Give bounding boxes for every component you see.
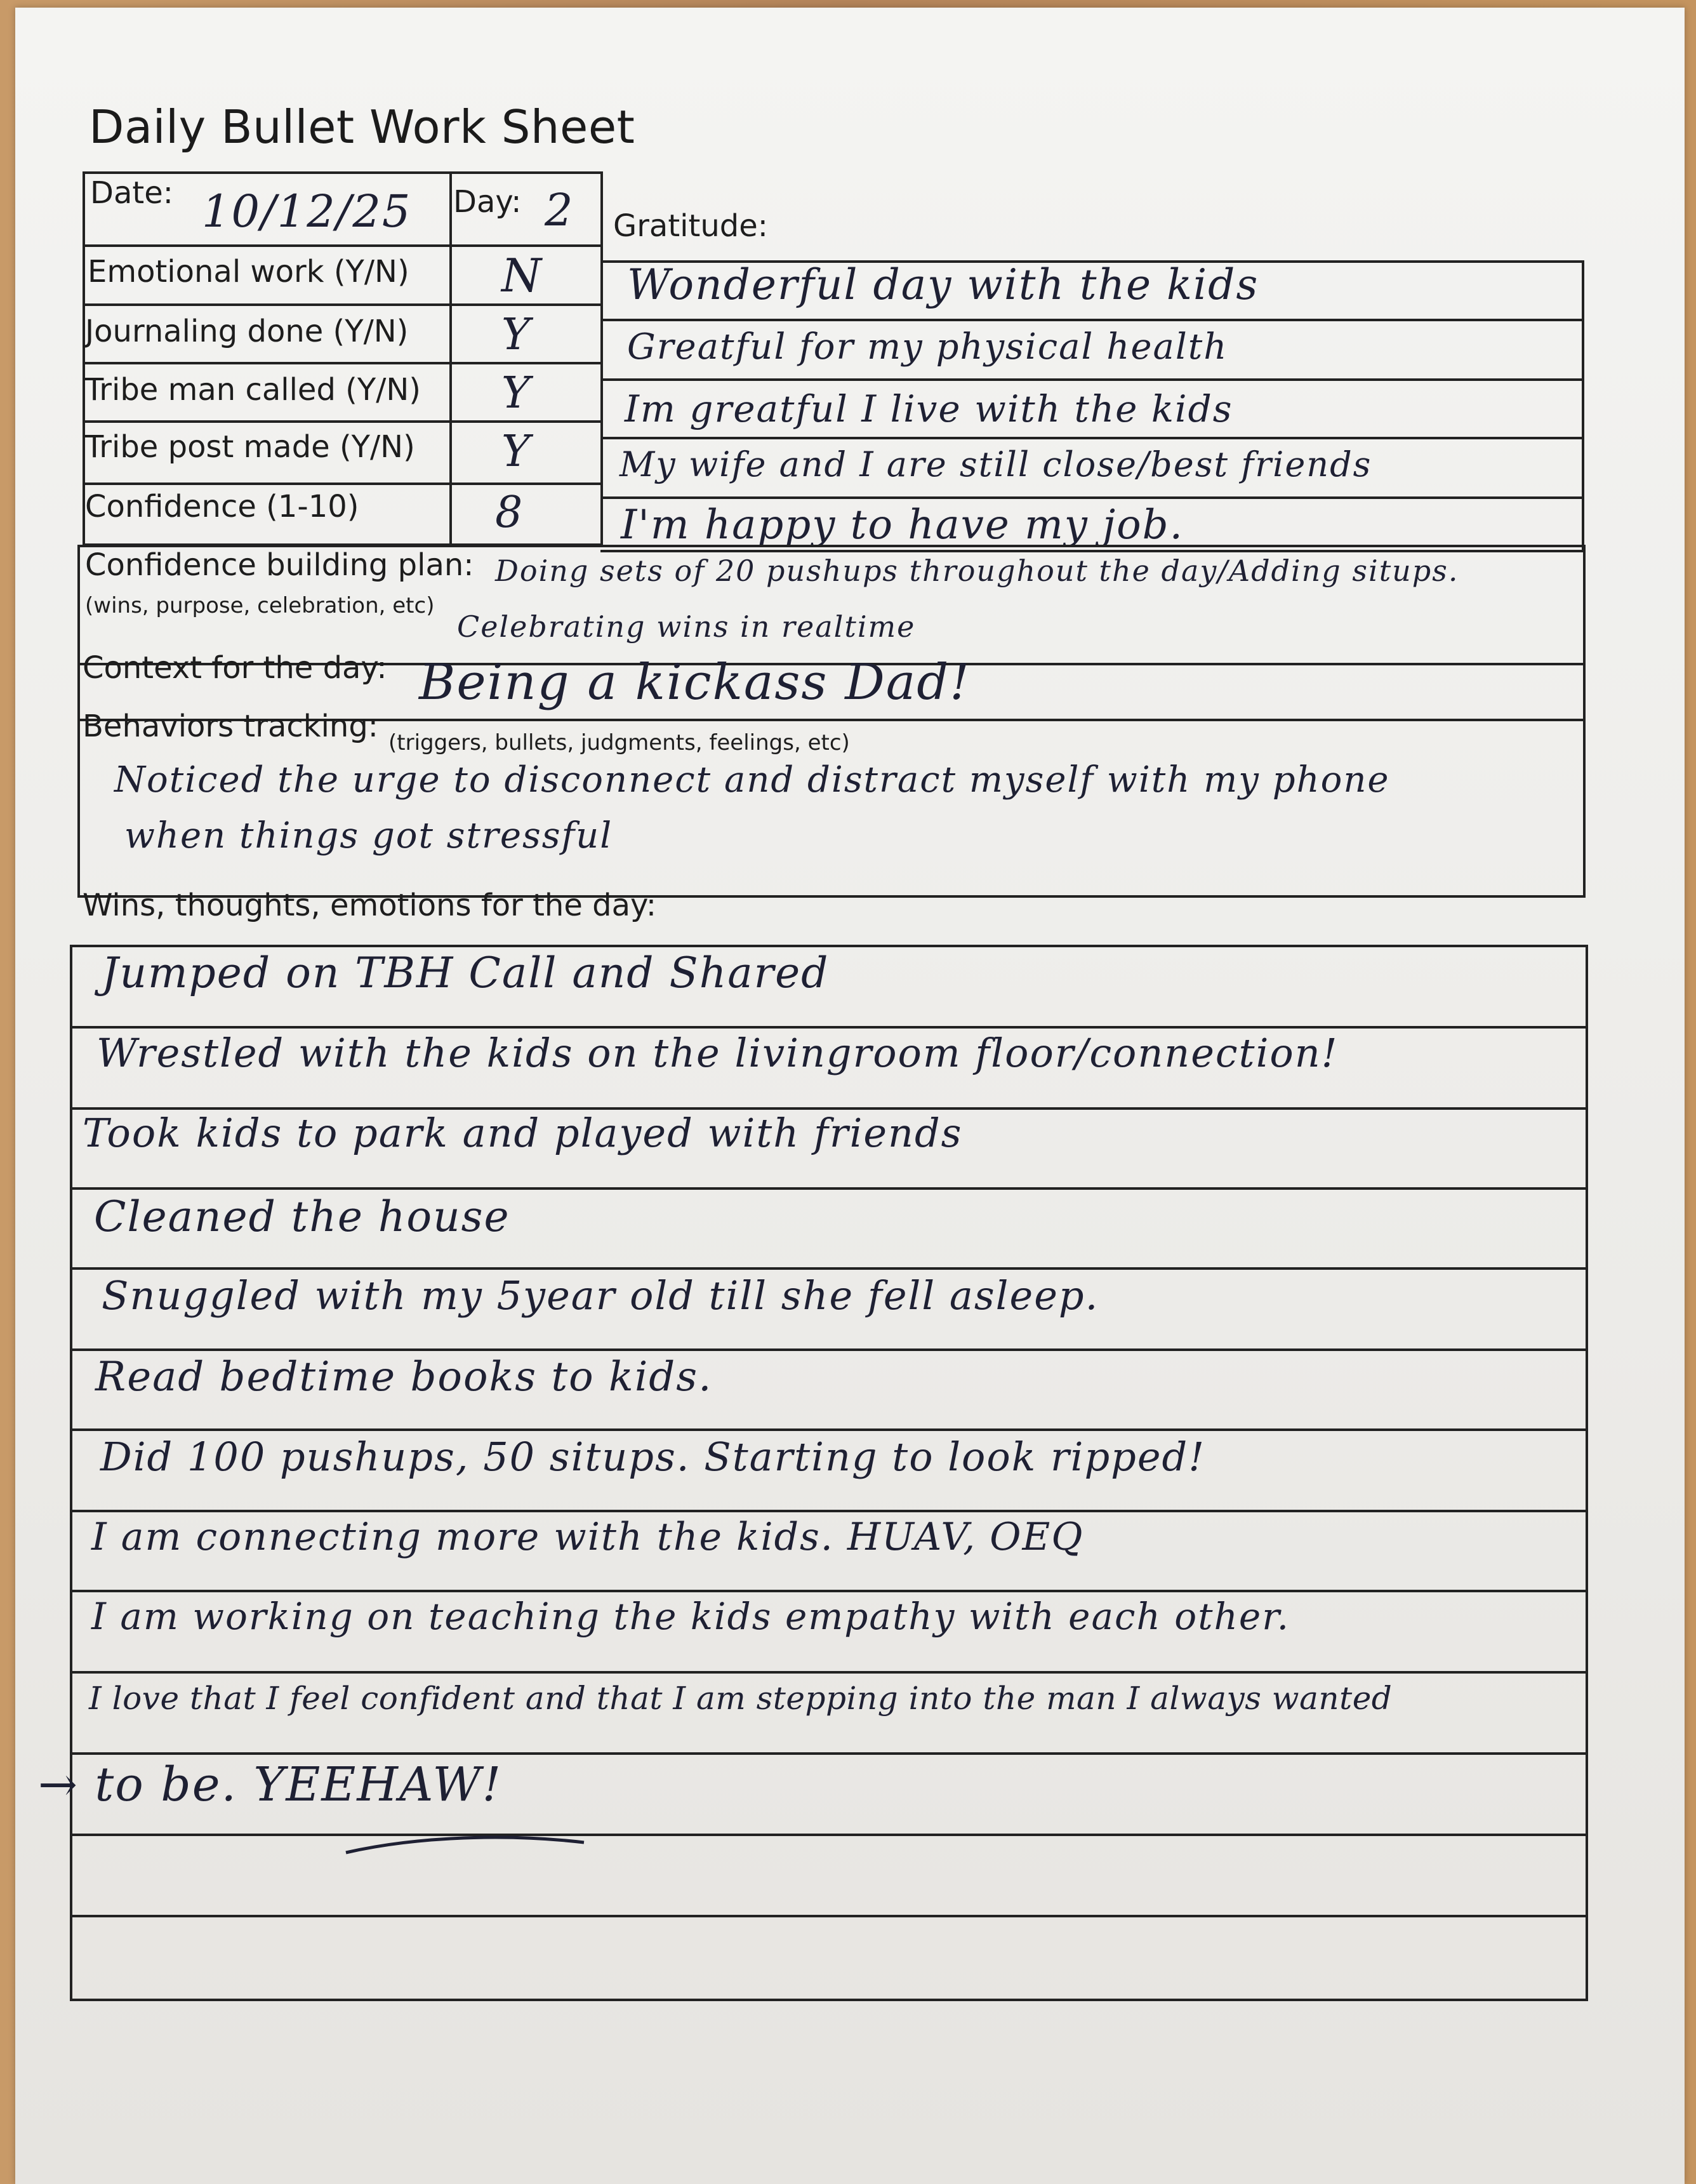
wins-line: [70, 1428, 1588, 1431]
check-label-confidence: Confidence (1-10): [85, 489, 359, 524]
confidence-plan-line-2: Celebrating wins in realtime: [457, 609, 916, 644]
gratitude-item: Wonderful day with the kids: [627, 260, 1259, 309]
confidence-plan-sublabel: (wins, purpose, celebration, etc): [85, 593, 435, 618]
gratitude-item: Greatful for my physical health: [627, 326, 1228, 368]
wins-item: Took kids to park and played with friends: [83, 1110, 963, 1156]
behaviors-line-1: Noticed the urge to disconnect and distract myself with my phone: [114, 759, 1390, 801]
wins-item: → to be. YEEHAW!: [38, 1757, 503, 1812]
checks-column-divider: [449, 171, 452, 546]
wins-line: [70, 1671, 1588, 1674]
row-divider: [83, 420, 603, 423]
gratitude-line: [600, 496, 1584, 499]
wins-line: [70, 1187, 1588, 1190]
context-label: Context for the day:: [83, 650, 387, 686]
wins-item: Did 100 pushups, 50 situps. Starting to look ripped!: [100, 1434, 1206, 1480]
confidence-plan-line-1: Doing sets of 20 pushups throughout the day/Adding situps.: [495, 554, 1459, 588]
yeehaw-underline-scribble: [343, 1828, 609, 1860]
wins-item: I am working on teaching the kids empathy with each other.: [91, 1595, 1290, 1638]
wins-line: [70, 1510, 1588, 1512]
behaviors-sublabel: (triggers, bullets, judgments, feelings, etc): [388, 730, 850, 756]
row-divider: [83, 303, 603, 306]
wins-line: [70, 1752, 1588, 1755]
check-value-journaling: Y: [501, 310, 531, 360]
row-divider: [83, 483, 603, 485]
check-value-confidence: 8: [495, 488, 524, 538]
check-label-emotional-work: Emotional work (Y/N): [88, 254, 409, 290]
check-label-tribe-post: Tribe post made (Y/N): [85, 429, 415, 465]
wins-item: Read bedtime books to kids.: [95, 1354, 713, 1401]
date-value: 10/12/25: [202, 185, 412, 237]
gratitude-line: [600, 319, 1584, 321]
confidence-plan-label: Confidence building plan:: [85, 547, 474, 583]
wins-item: I love that I feel confident and that I am stepping into the man I always wanted: [89, 1680, 1393, 1717]
date-label: Date:: [90, 175, 173, 211]
check-value-tribe-call: Y: [501, 368, 531, 418]
wins-item: Snuggled with my 5year old till she fell asleep.: [102, 1272, 1099, 1319]
day-value: 2: [545, 184, 574, 236]
wins-item: Wrestled with the kids on the livingroom floor/connection!: [96, 1030, 1339, 1076]
gratitude-item: Im greatful I live with the kids: [625, 387, 1233, 430]
wins-line: [70, 1915, 1588, 1917]
behaviors-line-2: when things got stressful: [124, 815, 613, 856]
wins-line: [70, 1267, 1588, 1270]
context-value: Being a kickass Dad!: [419, 654, 971, 711]
row-divider: [83, 244, 603, 247]
wins-label: Wins, thoughts, emotions for the day:: [83, 888, 657, 923]
gratitude-line: [600, 378, 1584, 381]
wins-line: [70, 1834, 1588, 1836]
wins-line: [70, 1590, 1588, 1592]
gratitude-item: My wife and I are still close/best friends: [619, 444, 1372, 484]
check-value-tribe-post: Y: [501, 427, 531, 477]
wins-line: [70, 1348, 1588, 1351]
row-divider: [83, 362, 603, 364]
wins-line: [70, 1026, 1588, 1029]
wins-item: I am connecting more with the kids. HUAV, OEQ: [91, 1515, 1084, 1559]
check-label-journaling: Journaling done (Y/N): [85, 314, 409, 349]
behaviors-label: Behaviors tracking:: [83, 709, 378, 744]
check-label-tribe-call: Tribe man called (Y/N): [85, 372, 421, 408]
day-label: Day:: [453, 184, 522, 220]
gratitude-item: I'm happy to have my job.: [621, 502, 1184, 549]
wins-item: Cleaned the house: [94, 1192, 510, 1241]
wins-item: Jumped on TBH Call and Shared: [102, 949, 830, 997]
check-value-emotional-work: N: [501, 249, 543, 302]
gratitude-line: [600, 437, 1584, 439]
gratitude-label: Gratitude:: [613, 208, 768, 244]
worksheet-title: Daily Bullet Work Sheet: [89, 100, 635, 154]
